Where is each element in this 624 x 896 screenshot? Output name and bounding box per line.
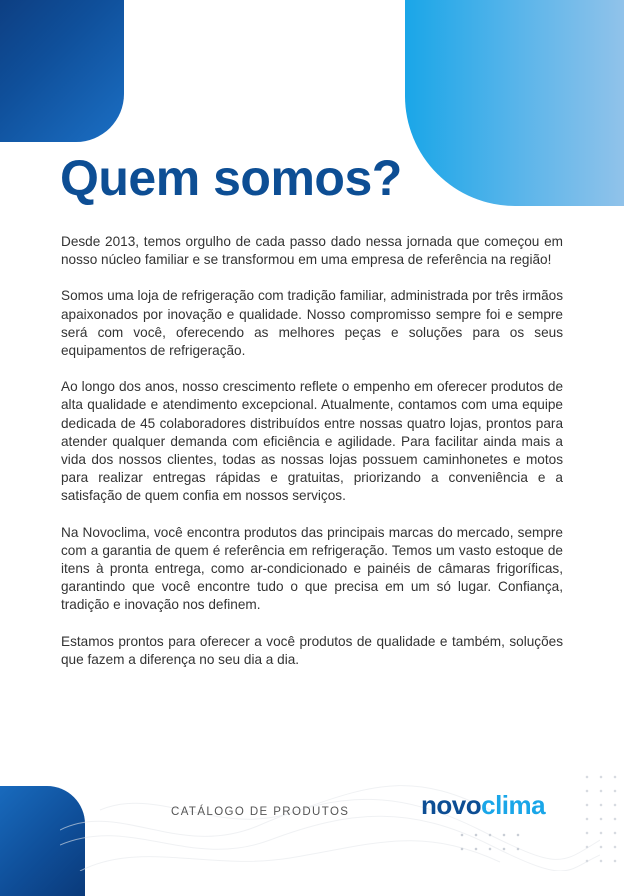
paragraph-growth: Ao longo dos anos, nosso crescimento reflete o empenho em oferecer produtos de alta qualidade e atendimento excepcional. Atualmente, contamos com uma equipe dedicada de 45 colaboradores distribuídos entre nossas quatro lojas, prontos para atender qualquer demanda com eficiência e agilidade. Para facilitar ainda mais a vida dos nossos clientes, todas as nossas lojas possuem caminhonetes e motos para realizar entregas rápidas e gratuitas, priorizando a conveniência e a satisfação de quem confia em nossos serviços. bbox=[61, 379, 563, 504]
paragraph-products: Na Novoclima, você encontra produtos das principais marcas do mercado, sempre com a garantia de quem é referência em refrigeração. Temos um vasto estoque de itens à pronta entrega, como ar-condicionado e painéis de câmaras frigoríficas, garantindo que você encontre tudo o que precisa em um só lugar. Confiança, tradição e inovação nos definem. bbox=[61, 524, 563, 613]
page-title: Quem somos? bbox=[60, 150, 402, 206]
decorative-shape-top-right bbox=[405, 0, 624, 206]
logo-novo-text: novo bbox=[421, 790, 482, 820]
about-body bbox=[61, 233, 563, 687]
novoclima-logo bbox=[421, 790, 545, 821]
paragraph-intro: Desde 2013, temos orgulho de cada passo dado nessa jornada que começou em nosso núcleo familiar e se transformou em uma empresa de referência na região! bbox=[61, 234, 563, 268]
decorative-dots-right bbox=[580, 770, 620, 870]
logo-clima-text: clima bbox=[481, 790, 546, 820]
decorative-dots bbox=[455, 828, 525, 858]
decorative-shape-top-left bbox=[0, 0, 124, 142]
footer-catalog-label: CATÁLOGO DE PRODUTOS bbox=[171, 806, 350, 818]
paragraph-family: Somos uma loja de refrigeração com tradição familiar, administrada por três irmãos apaixonados por inovação e qualidade. Nosso compromisso sempre foi e sempre será com você, oferecendo as melhores peças e soluções para os seus equipamentos de refrigeração. bbox=[61, 288, 563, 359]
paragraph-closing: Estamos prontos para oferecer a você produtos de qualidade e também, soluções que fazem a diferença no seu dia a dia. bbox=[61, 633, 563, 667]
